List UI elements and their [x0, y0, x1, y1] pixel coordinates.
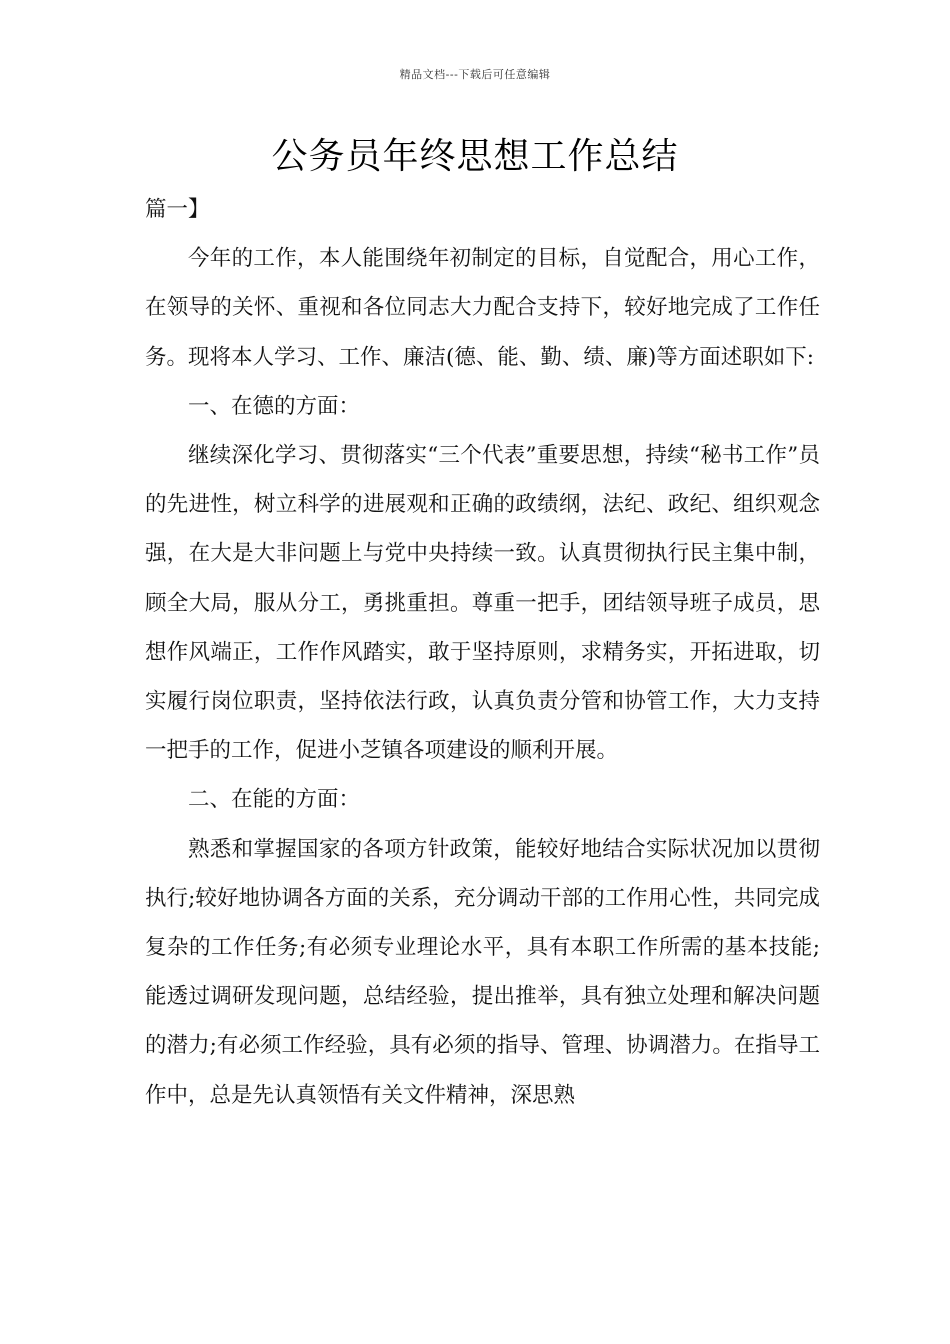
- body-paragraph: 熟悉和掌握国家的各项方针政策，能较好地结合实际状况加以贯彻执行;较好地协调各方面的关系，充分调动干部的工作用心性，共同完成复杂的工作任务;有必须专业理论水平，具有本职工作所需的基本技能;能透过调研发现问题，总结经验，提出推举，具有独立处理和解决问题的潜力;有必须工作经验，具有必须的指导、管理、协调潜力。在指导工作中，总是先认真领悟有关文件精神，深思熟: [145, 836, 820, 1108]
- section-heading: 二、在能的方面：: [188, 787, 361, 813]
- header-note: 精品文档---下载后可任意编辑: [399, 68, 551, 81]
- document-title: 公务员年终思想工作总结: [271, 136, 679, 177]
- document-body: [145, 185, 820, 1120]
- section-heading: 一、在德的方面：: [188, 393, 361, 419]
- section-label: 篇一】: [145, 197, 210, 222]
- body-paragraph: 继续深化学习、贯彻落实“三个代表”重要思想，持续“秘书工作”员的先进性，树立科学的进展观和正确的政绩纲，法纪、政纪、组织观念强，在大是大非问题上与党中央持续一致。认真贯彻执行民主集中制，顾全大局，服从分工，勇挑重担。尊重一把手，团结领导班子成员，思想作风端正，工作作风踏实，敢于坚持原则，求精务实，开拓进取，切实履行岗位职责，坚持依法行政，认真负责分管和协管工作，大力支持一把手的工作，促进小芝镇各项建设的顺利开展。: [145, 443, 820, 764]
- body-paragraph: 今年的工作，本人能围绕年初制定的目标，自觉配合，用心工作，在领导的关怀、重视和各位同志大力配合支持下，较好地完成了工作任务。现将本人学习、工作、廉洁(德、能、勤、绩、廉)等方面述职如下:: [145, 246, 820, 370]
